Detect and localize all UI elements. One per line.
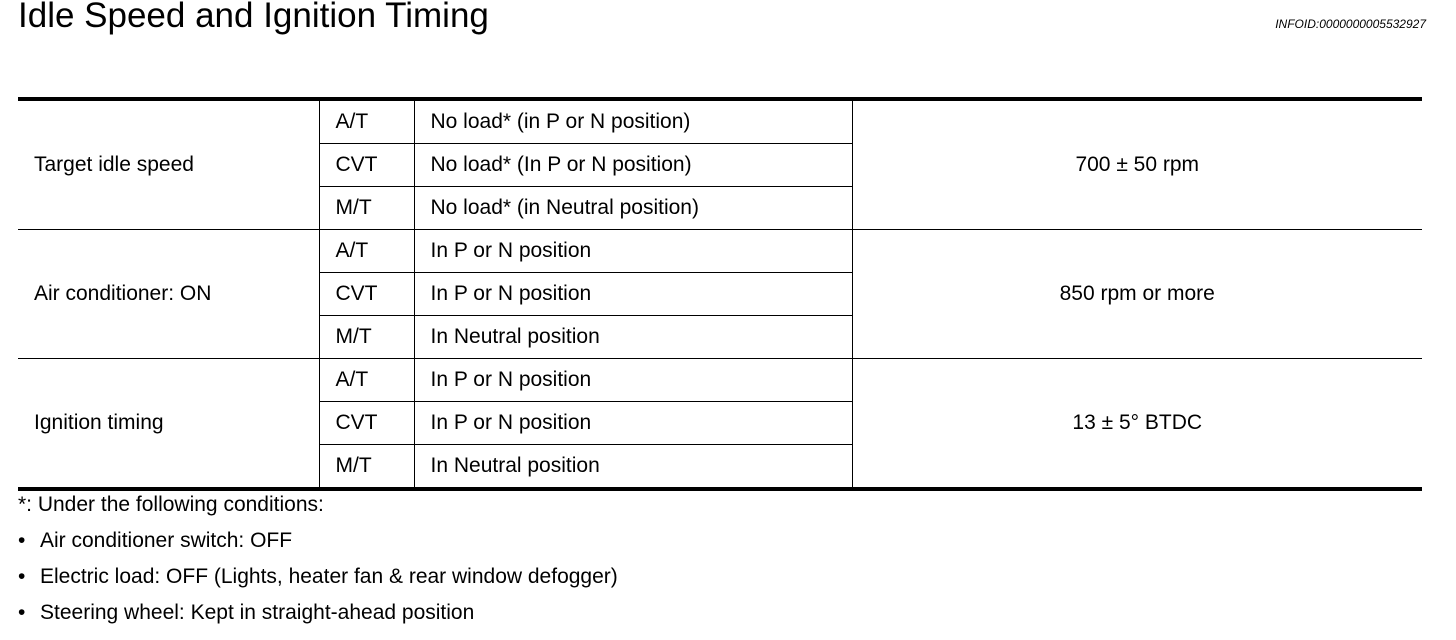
bullet-icon: • [18, 529, 26, 552]
transmission-type: CVT [319, 144, 414, 187]
transmission-type: CVT [319, 273, 414, 316]
condition-text: No load* (in Neutral position) [414, 187, 852, 230]
condition-text: In P or N position [414, 230, 852, 273]
transmission-type: M/T [319, 187, 414, 230]
spec-value: 850 rpm or more [852, 230, 1422, 359]
list-item-text: Steering wheel: Kept in straight-ahead position [40, 601, 475, 624]
condition-text: In P or N position [414, 359, 852, 402]
transmission-type: A/T [319, 359, 414, 402]
condition-text: In Neutral position [414, 316, 852, 359]
condition-text: No load* (In P or N position) [414, 144, 852, 187]
condition-text: In P or N position [414, 402, 852, 445]
info-id: INFOID:0000000005532927 [1275, 17, 1426, 31]
condition-text: In Neutral position [414, 445, 852, 490]
transmission-type: M/T [319, 316, 414, 359]
transmission-type: A/T [319, 99, 414, 144]
condition-list [18, 527, 618, 635]
table-row [18, 359, 1422, 402]
condition-text: In P or N position [414, 273, 852, 316]
list-item [18, 563, 618, 599]
page-title: Idle Speed and Ignition Timing [18, 0, 489, 35]
table-row [18, 230, 1422, 273]
footnote: *: Under the following conditions: [18, 493, 324, 516]
spec-value: 13 ± 5° BTDC [852, 359, 1422, 490]
spec-value: 700 ± 50 rpm [852, 99, 1422, 230]
table-row [18, 99, 1422, 144]
spec-table [18, 97, 1422, 491]
list-item [18, 527, 618, 563]
transmission-type: M/T [319, 445, 414, 490]
item-label: Air conditioner: ON [18, 230, 319, 359]
bullet-icon: • [18, 565, 26, 588]
condition-text: No load* (in P or N position) [414, 99, 852, 144]
transmission-type: A/T [319, 230, 414, 273]
item-label: Ignition timing [18, 359, 319, 490]
item-label: Target idle speed [18, 99, 319, 230]
list-item-text: Air conditioner switch: OFF [40, 529, 293, 552]
list-item [18, 599, 618, 635]
list-item-text: Electric load: OFF (Lights, heater fan & rear window defogger) [40, 565, 618, 588]
bullet-icon: • [18, 601, 26, 624]
transmission-type: CVT [319, 402, 414, 445]
